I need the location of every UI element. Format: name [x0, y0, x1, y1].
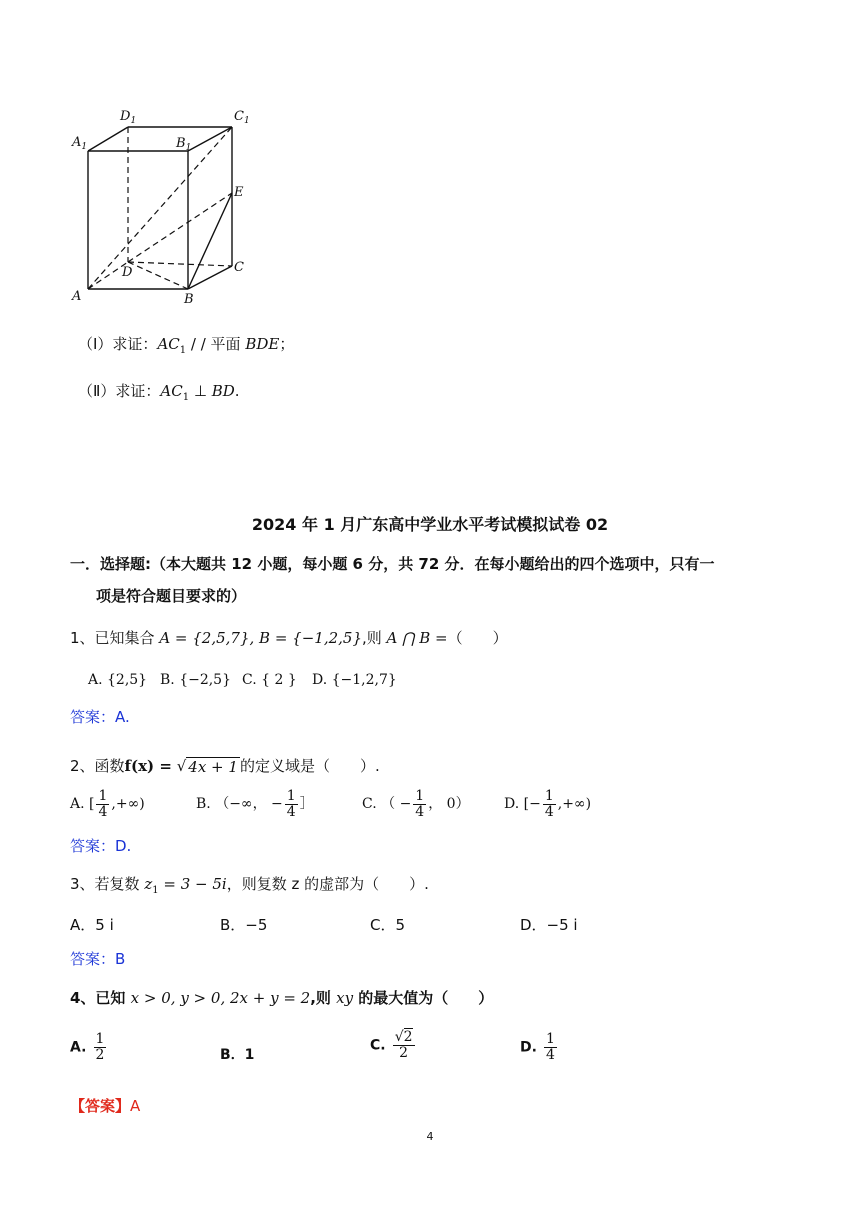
q1-option-a: A. {2,5} — [88, 672, 148, 688]
q3-option-c: C．5 — [370, 916, 406, 934]
q1-option-c: C. { 2 } — [242, 672, 297, 688]
q1-option-b: B. {−2,5} — [160, 672, 231, 688]
label-A1: $A_1$ — [72, 135, 88, 152]
section-header-line2: 项是符合题目要求的） — [96, 587, 247, 605]
q1-option-d: D. {−1,2,7} — [312, 672, 397, 688]
label-C: C — [234, 260, 244, 275]
q2-option-d: D. [− $\frac{1}{4}$ ,+∞) — [504, 788, 592, 820]
q4-option-d: D. $\frac{1}{4}$ — [520, 1031, 555, 1063]
q3-stem: 3、若复数 $z_1 = 3 - 5i$，则复数 z 的虚部为（ ）. — [70, 875, 429, 896]
q3-option-b: B．−5 — [220, 916, 268, 934]
q2-option-b: B. （−∞， − $\frac{1}{4}$ ］ — [196, 788, 314, 820]
label-D: D — [122, 265, 133, 280]
q3-answer: 答案：B — [70, 950, 126, 968]
label-C1: $C_1$ — [234, 109, 250, 126]
q2-stem: 2、函数f(x) = √ 4x + 1 的定义域是（ ）. — [70, 757, 380, 776]
page-number: 4 — [426, 1130, 434, 1143]
q2-option-c: C. （ − $\frac{1}{4}$ ， 0） — [362, 788, 470, 820]
label-D1: $D_1$ — [120, 109, 137, 126]
q4-option-a: A. $\frac{1}{2}$ — [70, 1031, 105, 1063]
q2-option-a: A. [ $\frac{1}{4}$ ,+∞) — [70, 788, 145, 820]
cube-figure — [60, 100, 280, 310]
label-B: B — [184, 292, 194, 307]
q4-answer: 【答案】A — [70, 1097, 141, 1115]
prev-part-2: （Ⅱ）求证：$AC_1$ ⊥ BD. — [78, 382, 240, 403]
q1-answer: 答案：A. — [70, 708, 130, 726]
exam-title: 2024 年 1 月广东高中学业水平考试模拟试卷 02 — [251, 515, 609, 534]
q3-option-a: A．5 i — [70, 916, 114, 934]
q1-stem: 1、已知集合 A = {2,5,7}, B = {−1,2,5},则 A ⋂ B =（ ） — [70, 629, 508, 647]
q4-option-b: B．1 — [220, 1047, 255, 1063]
label-E: E — [234, 185, 244, 200]
section-header-line1: 一．选择题:（本大题共 12 小题，每小题 6 分，共 72 分．在每小题给出的四个选项中，只有一 — [70, 555, 715, 573]
label-A: A — [72, 289, 82, 304]
q2-answer: 答案：D. — [70, 837, 132, 855]
label-B1: $B_1$ — [176, 136, 192, 153]
q3-option-d: D．−5 i — [520, 916, 578, 934]
prev-part-1: （Ⅰ）求证：$AC_1$ / / 平面 BDE； — [78, 335, 295, 356]
q4-option-c: C. $\frac{√2}{2}$ — [370, 1029, 413, 1061]
q4-stem: 4、已知 x > 0, y > 0, 2x + y = 2,则 xy 的最大值为（ ） — [70, 989, 494, 1007]
